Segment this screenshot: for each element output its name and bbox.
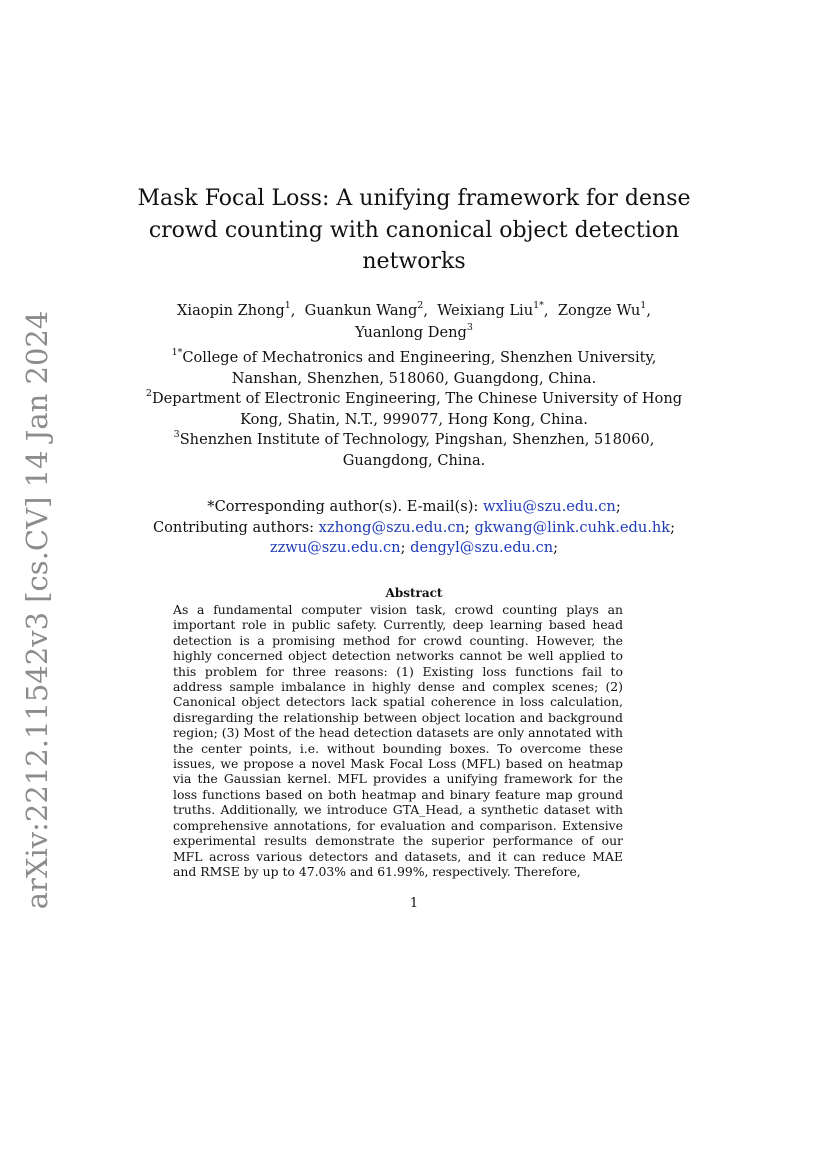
author-name: Weixiang Liu	[437, 302, 534, 319]
title-line: crowd counting with canonical object detection	[148, 217, 680, 243]
contact-block	[0, 497, 828, 559]
affiliation-list	[0, 348, 828, 471]
email-link-zzwu[interactable]: zzwu@szu.edu.cn	[269, 539, 401, 556]
affiliation-line: Kong, Shatin, N.T., 999077, Hong Kong, China.	[240, 410, 588, 428]
affiliation-line	[0, 430, 828, 451]
email-link-xzhong[interactable]: xzhong@szu.edu.cn	[318, 518, 465, 536]
abstract-heading: Abstract	[385, 586, 443, 600]
contributing-authors-line: Contributing authors: xzhong@szu.edu.cn; gkwang@link.cuhk.edu.hk;	[152, 518, 676, 536]
page-number: 1	[409, 896, 419, 911]
author-name: Yuanlong Deng	[355, 324, 467, 341]
corresponding-email-link[interactable]: wxliu@szu.edu.cn	[482, 498, 616, 515]
contributing-label: Contributing authors:	[152, 518, 315, 536]
affiliation-text: Department of Electronic Engineering, The Chinese University of Hong	[151, 390, 683, 407]
title-line: Mask Focal Loss: A unifying framework for dense	[137, 186, 691, 211]
author-name: Xiaopin Zhong	[177, 302, 285, 319]
author-list	[0, 300, 828, 344]
author-affiliation-mark: 2	[417, 300, 424, 312]
affiliation-text: College of Mechatronics and Engineering, Shenzhen University,	[182, 349, 657, 366]
author-affiliation-mark: 1	[284, 300, 291, 312]
affiliation-line: Nanshan, Shenzhen, 518060, Guangdong, China.	[231, 369, 597, 387]
affiliation-mark: 3	[173, 429, 180, 441]
author-affiliation-mark: 3	[466, 322, 473, 334]
author-affiliation-mark: 1	[640, 300, 647, 312]
contributing-authors-line: zzwu@szu.edu.cn; dengyl@szu.edu.cn;	[269, 539, 559, 556]
author-name: Guankun Wang	[304, 302, 418, 319]
abstract-text: As a fundamental computer vision task, crowd counting plays an important role in public safety. Currently, deep learning based head detection is a promising method for crowd counting. However, the highly concerned object detection networks cannot be well applied to this problem for three reasons: (1) Existing loss functions fail to address sample imbalance in highly dense and complex scenes; (2) Canonical object detectors lack spatial coherence in loss calculation, disregarding the relationship between object location and background region; (3) Most of the head detection datasets are only annotated with the center points, i.e. without bounding boxes. To overcome these issues, we propose a novel Mask Focal Loss (MFL) based on heatmap via the Gaussian kernel. MFL provides a unifying framework for the loss functions based on both heatmap and binary feature map ground truths. Additionally, we introduce GTA_Head, a synthetic dataset with comprehensive annotations, for evaluation and comparison. Extensive experimental results demonstrate the superior performance of our MFL across various detectors and datasets, and it can reduce MAE and RMSE by up to 47.03% and 61.99%, respectively. Therefore,	[173, 602, 623, 879]
corresponding-author-line: *Corresponding author(s). E-mail(s): wxliu@szu.edu.cn;	[207, 498, 621, 515]
paper-title	[0, 183, 828, 278]
email-link-dengyl[interactable]: dengyl@szu.edu.cn	[410, 539, 554, 556]
affiliation-mark: 1*	[171, 347, 183, 359]
arxiv-identifier-stamp: arXiv:2212.11542v3 [cs.CV] 14 Jan 2024	[20, 310, 54, 910]
affiliation-text: Shenzhen Institute of Technology, Pingshan, Shenzhen, 518060,	[179, 431, 655, 448]
author-name: Zongze Wu	[557, 302, 641, 319]
affiliation-mark: 2	[145, 388, 152, 400]
author-line	[0, 322, 828, 344]
author-line: Xiaopin Zhong$^1$, Guankun Wang$^2$, Weixiang Liu$^{1*}$, Zongze Wu$^1$,	[177, 300, 651, 319]
author-affiliation-mark: 1*	[533, 300, 544, 312]
affiliation-line	[0, 348, 828, 369]
affiliation-line: Guangdong, China.	[342, 451, 486, 469]
affiliation-line	[0, 389, 828, 410]
corresponding-label: *Corresponding author(s). E-mail(s):	[207, 498, 479, 515]
email-link-gkwang[interactable]: gkwang@link.cuhk.edu.hk	[474, 518, 671, 536]
title-line: networks	[362, 249, 466, 274]
